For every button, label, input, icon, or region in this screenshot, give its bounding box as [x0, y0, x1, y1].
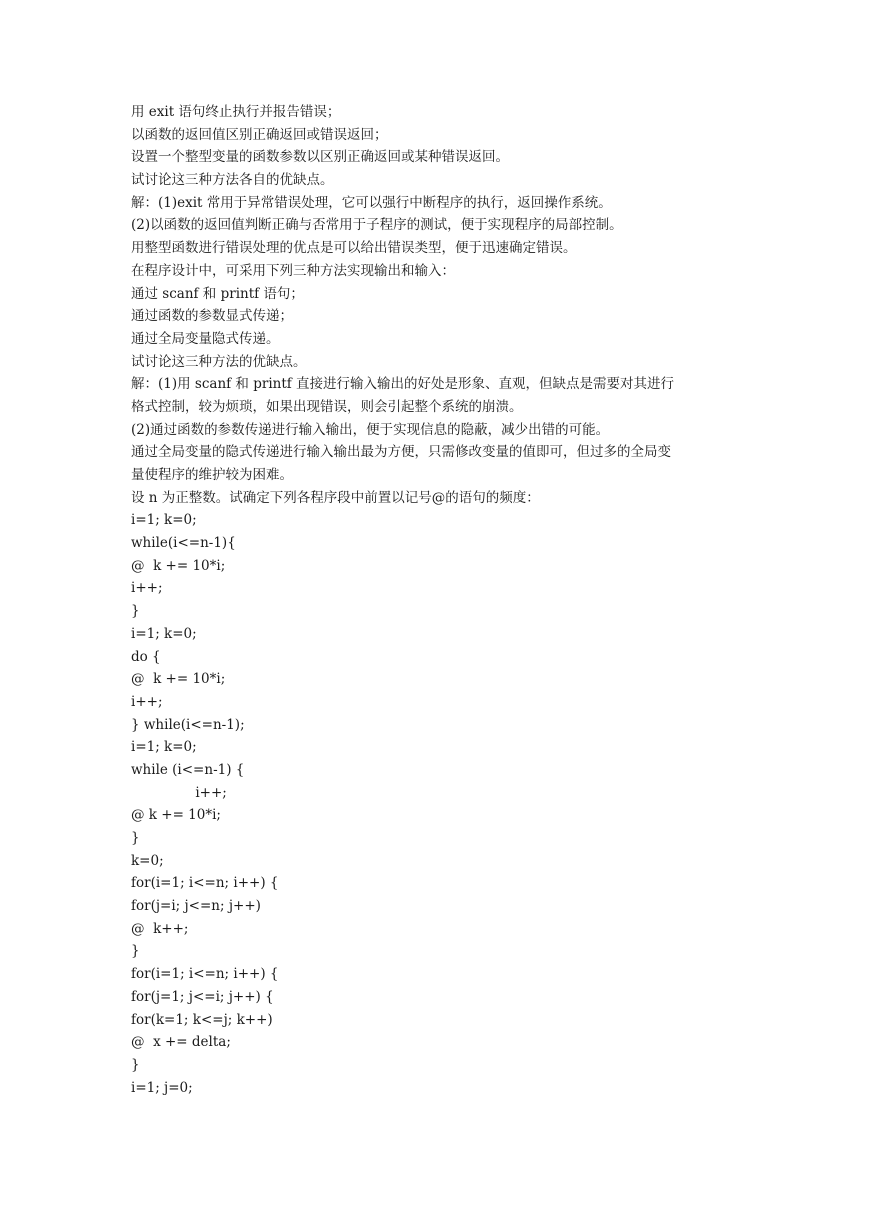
code-line: @ k += 10*i; — [131, 557, 226, 574]
text-line: 在程序设计中，可采用下列三种方法实现输出和输入： — [131, 262, 455, 279]
text-line: 用 exit 语句终止执行并报告错误； — [131, 104, 341, 120]
text-line: (2)通过函数的参数传递进行输入输出，便于实现信息的隐蔽，减少出错的可能。 — [131, 421, 610, 438]
code-line: i++; — [131, 693, 163, 710]
text-line: 设置一个整型变量的函数参数以区别正确返回或某种错误返回。 — [131, 149, 509, 166]
code-line: i=1; j=0; — [131, 1079, 193, 1096]
code-line: } — [131, 603, 140, 620]
code-line: k=0; — [131, 852, 164, 869]
code-line: i++; — [131, 580, 163, 597]
code-line: for(j=1; j<=i; j++) { — [131, 988, 274, 1005]
code-line: i=1; k=0; — [131, 625, 197, 642]
text-line: 用整型函数进行错误处理的优点是可以给出错误类型，便于迅速确定错误。 — [131, 240, 577, 257]
code-line: for(j=i; j<=n; j++) — [131, 898, 261, 915]
text-line: 格式控制，较为烦琐，如果出现错误，则会引起整个系统的崩溃。 — [131, 398, 523, 415]
code-line: i=1; k=0; — [131, 512, 197, 529]
code-line: do { — [131, 648, 161, 665]
document-body — [131, 101, 761, 1099]
code-line: @ x += delta; — [131, 1034, 231, 1051]
text-line: 通过函数的参数显式传递； — [131, 308, 293, 325]
code-line: } — [131, 1056, 140, 1073]
code-line: while (i<=n-1) { — [131, 761, 245, 778]
text-line: 设 n 为正整数。试确定下列各程序段中前置以记号@的语句的频度： — [131, 489, 540, 506]
code-line: @ k += 10*i; — [131, 807, 221, 824]
text-line: 量使程序的维护较为困难。 — [131, 467, 293, 483]
code-line: } — [131, 830, 140, 846]
text-line: 以函数的返回值区别正确返回或错误返回； — [131, 126, 388, 143]
text-line: 解：(1)exit 常用于异常错误处理，它可以强行中断程序的执行，返回操作系统。 — [131, 194, 612, 211]
code-line: i++; — [131, 784, 227, 801]
text-line: 通过全局变量隐式传递。 — [131, 330, 280, 347]
code-line: i=1; k=0; — [131, 739, 197, 756]
text-line: 试讨论这三种方法的优缺点。 — [131, 353, 307, 370]
code-line: for(i=1; i<=n; i++) { — [131, 875, 279, 892]
text-line: (2)以函数的返回值判断正确与否常用于子程序的测试，便于实现程序的局部控制。 — [131, 217, 623, 234]
code-line: @ k++; — [131, 920, 189, 937]
text-line: 通过 scanf 和 printf 语句； — [131, 285, 304, 302]
text-line: 试讨论这三种方法各自的优缺点。 — [131, 172, 334, 189]
text-line: 解：(1)用 scanf 和 printf 直接进行输入输出的好处是形象、直观，但缺点是需要对其进行 — [131, 376, 675, 393]
text-line: 通过全局变量的隐式传递进行输入输出最为方便，只需修改变量的值即可，但过多的全局变 — [131, 444, 671, 461]
code-line: while(i<=n-1){ — [131, 535, 236, 552]
code-line: } while(i<=n-1); — [131, 716, 245, 733]
code-line: for(k=1; k<=j; k++) — [131, 1011, 273, 1028]
code-line: @ k += 10*i; — [131, 671, 226, 688]
code-line: } — [131, 943, 140, 960]
code-line: for(i=1; i<=n; i++) { — [131, 966, 279, 983]
